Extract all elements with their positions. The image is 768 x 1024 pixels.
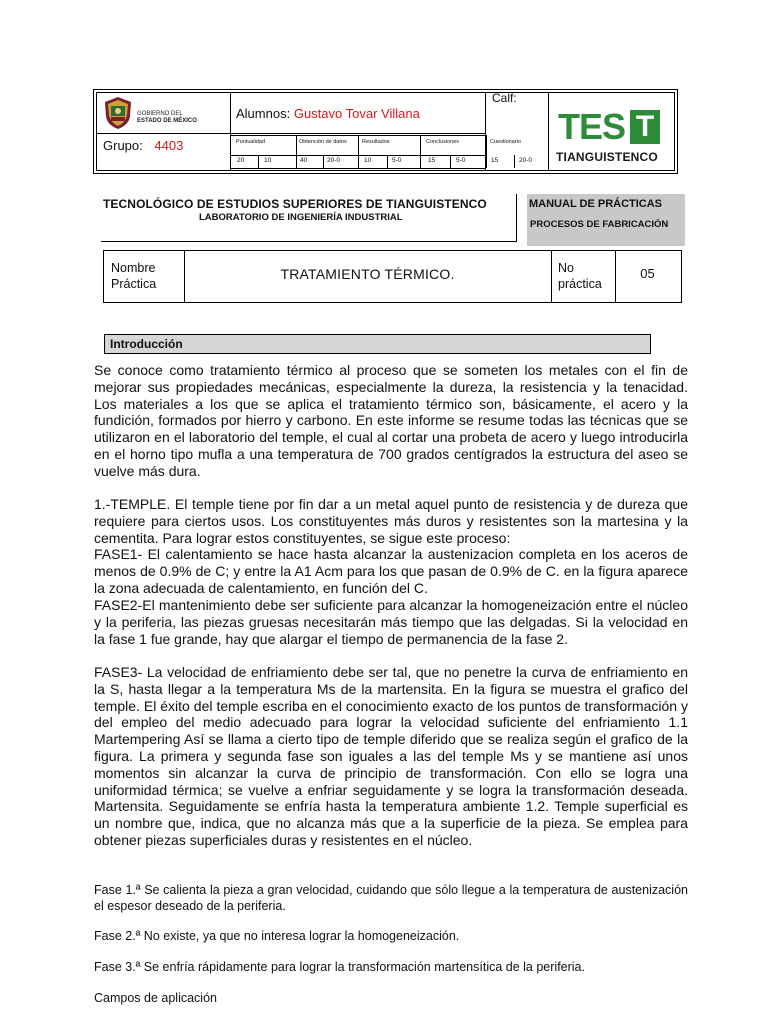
eval-max: 20 [237, 157, 245, 164]
eval-label-obtencion: Obtención de datos [299, 139, 347, 145]
alumnos-row [236, 106, 420, 121]
eval-divider [486, 135, 487, 168]
paragraph-campos: Campos de aplicación [94, 991, 217, 1005]
eval-value: 20-0 [519, 157, 533, 164]
grupo-value: 4403 [154, 138, 184, 153]
eval-divider [258, 155, 259, 168]
eval-divider [296, 135, 297, 168]
practice-divider [551, 250, 552, 302]
practice-name-label [111, 260, 156, 292]
institution-subtitle: LABORATORIO DE INGENIERÍA INDUSTRIAL [199, 212, 403, 223]
practice-number-label [558, 260, 602, 292]
tes-logo-subtitle: TIANGUISTENCO [556, 150, 658, 164]
header-divider [230, 168, 485, 169]
practice-number-label-2: práctica [558, 277, 602, 291]
eval-max: 10 [364, 157, 372, 164]
section-heading-bar [104, 334, 651, 354]
eval-max: 15 [428, 157, 436, 164]
eval-divider [323, 155, 324, 168]
practice-number-label-1: No [558, 261, 574, 275]
eval-value: 5-0 [456, 157, 466, 164]
gov-name [137, 111, 197, 125]
header-divider [97, 133, 485, 134]
eval-max: 15 [491, 157, 499, 164]
grupo-row [103, 138, 183, 153]
paragraph-temple: 1.-TEMPLE. El temple tiene por fin dar a un metal aquel punto de resistencia y de dureza que requiere para ciertos usos. Los constituyentes más duros y resistentes son la martesina y la cementita. Para lograr estos constituyentes, se sigue este proceso: [94, 496, 688, 546]
course-name: PROCESOS DE FABRICACIÓN [530, 219, 669, 230]
manual-title: MANUAL DE PRÁCTICAS [529, 198, 663, 210]
alumnos-label: Alumnos: [236, 106, 291, 121]
practice-name-label-2: Práctica [111, 277, 157, 291]
eval-divider [387, 155, 388, 168]
tes-logo-box [630, 110, 660, 144]
eval-label-resultados: Resultados [362, 139, 390, 145]
eval-value: 10 [264, 157, 272, 164]
eval-max: 40 [300, 157, 308, 164]
paragraph-fase2: FASE2-El mantenimiento debe ser suficiente para alcanzar la homogeneización entre el núcleo y la periferia, las piezas gruesas necesitarán más tiempo que las delgadas. Si la velocidad en la fase 1 fue grande, hay que alargar el tiempo de permanencia de la fase 2. [94, 597, 688, 647]
eval-label-conclusiones: Conclusiones [426, 139, 460, 145]
eval-divider [514, 155, 515, 168]
gov-emblem-icon [103, 96, 133, 130]
eval-value: 5-0 [392, 157, 402, 164]
paragraph-fase1: FASE1- El calentamiento se hace hasta alcanzar la austenizacion completa en los aceros de menos de 0.9% de C; y entre la A1 Acm para los que pasan de 0.9% de C. en la figura aparece la zona adecuada de calentamiento, en función del C. [94, 546, 688, 596]
header-divider [230, 92, 231, 170]
calf-label: Calf: [492, 91, 517, 105]
tes-logo [556, 108, 668, 168]
eval-label-cuestionario: Cuestionario [490, 139, 521, 145]
tes-logo-text: TES [558, 106, 626, 147]
eval-divider [358, 135, 359, 168]
grupo-label: Grupo: [103, 138, 143, 153]
paragraph-intro: Se conoce como tratamiento térmico al proceso que se someten los metales con el fin de mejorar sus propiedades mecánicas, especialmente la dureza, la resistencia y la tenacidad. Los materiales a los que se aplica el tratamiento térmico son, básicamente, el acero y la fundición, formados por hierro y carbono. En este informe se resume todas las técnicas que se utilizaron en el laboratorio del temple, el cual al cortar una probeta de acero y luego introducirla en el horno tipo mufla a una temperatura de 700 grados centígrados la estructura del aseo se vuelve más dura. [94, 362, 688, 479]
eval-divider [420, 135, 421, 168]
paragraph-fase-3-superficial: Fase 3.ª Se enfría rápidamente para lograr la transformación martensítica de la periferia. [94, 960, 585, 974]
practice-name-label-1: Nombre [111, 261, 156, 275]
paragraph-fase3: FASE3- La velocidad de enfriamiento debe ser tal, que no penetre la curva de enfriamiento en la S, hasta llegar a la temperatura Ms de la martensita. En la figura se muestra el grafico del temple. El éxito del temple escriba en el conocimiento exacto de los puntos de transformación y del empleo del medio adecuado para lograr la velocidad suficiente del enfriamiento 1.1 Martempering Así se llama a cierto tipo de temple diferido que se realiza según el grafico de la figura. La primera y segunda fase son iguales a las del temple Ms y se mantiene así unos momentos sin alcanzar la curva de principio de transformación. Con ello se logra una uniformidad térmica; se vuelve a enfriar seguidamente y se logra la transformación deseada. Martensita. Seguidamente se enfría hasta la temperatura ambiente 1.2. Temple superficial es un nombre que, indica, que no alcanza más que a la superficie de la pieza. Se emplea para obtener piezas superficiales duras y resistentes en el núcleo. [94, 664, 688, 848]
practice-number: 05 [640, 266, 655, 281]
alumnos-value: Gustavo Tovar Villana [293, 106, 420, 121]
paragraph-fase-2-superficial: Fase 2.ª No existe, ya que no interesa lograr la homogeneización. [94, 929, 460, 943]
eval-divider [450, 155, 451, 168]
tes-logo-t: T [635, 110, 655, 143]
eval-label-puntualidad: Puntualidad [236, 139, 266, 145]
paragraph-fase-1-superficial: Fase 1.ª Se calienta la pieza a gran velocidad, cuidando que sólo llegue a la temperatura de austenización el espesor deseado de la periferia. [94, 883, 688, 913]
section-heading: Introducción [110, 337, 183, 351]
gov-line-1: GOBIERNO DEL [137, 111, 183, 117]
eval-value: 20-0 [327, 157, 341, 164]
practice-title: TRATAMIENTO TÉRMICO. [280, 266, 455, 282]
institution-title: TECNOLÓGICO DE ESTUDIOS SUPERIORES DE TIANGUISTENCO [103, 197, 487, 211]
gov-line-2: ESTADO DE MÉXICO [137, 118, 197, 124]
header-divider [548, 92, 549, 170]
